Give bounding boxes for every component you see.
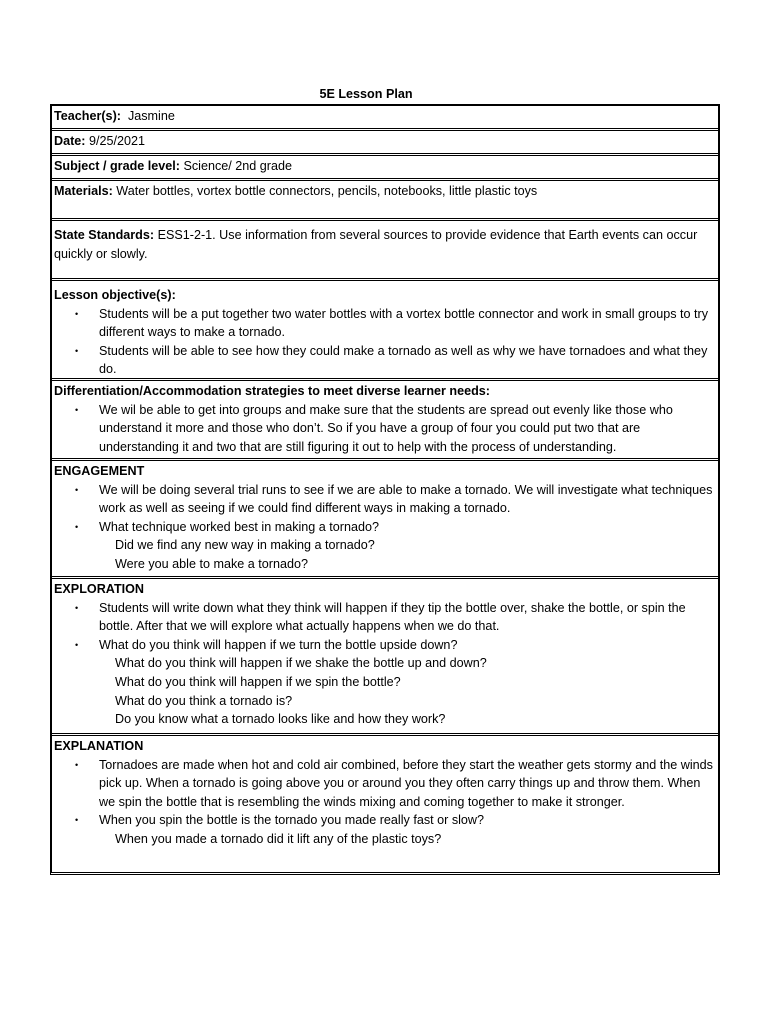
list-item: • What technique worked best in making a tornado? <box>54 518 716 537</box>
teacher-value: Jasmine <box>127 109 175 123</box>
list-item: • Students will be a put together two water bottles with a vortex bottle connector and work in small groups to try different ways to make a tornado. <box>54 305 716 342</box>
followup-question: Do you know what a tornado looks like and how they work? <box>115 712 446 727</box>
followup-question: What do you think a tornado is? <box>115 693 293 708</box>
standards-row <box>52 221 718 281</box>
date-label: Date: <box>54 134 86 148</box>
list-item: • Tornadoes are made when hot and cold air combined, before they start the weather gets stormy and the winds pick up. When a tornado is going above you or around you they often carry things up and throw them. When we spin the bottle that is resembling the winds mixing and coming together to make it stronger. <box>54 756 716 812</box>
list-item: • We will be doing several trial runs to see if we are able to make a tornado. We will investigate what techniques work as well as seeing if we could find different ways in making a tornado. <box>54 481 716 518</box>
teacher-row <box>52 106 718 131</box>
engagement-list <box>54 481 716 537</box>
followup-question: When you made a tornado did it lift any of the plastic toys? <box>115 831 442 846</box>
materials-label: Materials: <box>54 184 113 198</box>
followup-question: What do you think will happen if we spin the bottle? <box>115 674 401 689</box>
followup-question: Were you able to make a tornado? <box>115 556 308 571</box>
engagement-row <box>52 461 718 579</box>
list-item: • Students will be able to see how they could make a tornado as well as why we have tornadoes and what they do. <box>54 342 716 379</box>
objective-row <box>52 281 718 381</box>
materials-value: Water bottles, vortex bottle connectors, pencils, notebooks, little plastic toys <box>116 184 538 198</box>
list-item: • We wil be able to get into groups and make sure that the students are spread out evenly like those who understand it more and those who don’t. So if you have a group of four you could put two that are understanding it and two that are still figuring it out to help with the process of understanding. <box>54 401 716 457</box>
list-item: • Students will write down what they think will happen if they tip the bottle over, shake the bottle, or spin the bottle. After that we will explore what actually happens when we do that. <box>54 599 716 636</box>
differentiation-row <box>52 381 718 461</box>
engagement-heading: ENGAGEMENT <box>54 464 145 478</box>
followup-question: What do you think will happen if we shake the bottle up and down? <box>115 656 487 671</box>
standards-value: ESS1-2-1. Use information from several sources to provide evidence that Earth events can occur quickly or slowly. <box>54 228 698 261</box>
explanation-row <box>52 736 718 872</box>
explanation-heading: EXPLANATION <box>54 739 144 753</box>
date-row <box>52 131 718 156</box>
list-item: • When you spin the bottle is the tornado you made really fast or slow? <box>54 811 716 830</box>
objective-list <box>54 305 716 379</box>
date-value: 9/25/2021 <box>89 134 146 148</box>
materials-row <box>52 181 718 221</box>
list-item: • What do you think will happen if we turn the bottle upside down? <box>54 636 716 655</box>
exploration-heading: EXPLORATION <box>54 582 145 596</box>
differentiation-heading: Differentiation/Accommodation strategies to meet diverse learner needs: <box>54 384 491 398</box>
document-title: 5E Lesson Plan <box>319 87 413 101</box>
followup-question: Did we find any new way in making a tornado? <box>115 538 375 553</box>
exploration-row <box>52 579 718 736</box>
objective-heading: Lesson objective(s): <box>54 288 176 302</box>
explanation-list <box>54 756 716 830</box>
standards-label: State Standards: <box>54 228 155 242</box>
subject-row <box>52 156 718 181</box>
exploration-list <box>54 599 716 655</box>
subject-value: Science/ 2nd grade <box>183 159 293 173</box>
subject-label: Subject / grade level: <box>54 159 180 173</box>
lesson-plan-table <box>50 104 720 875</box>
differentiation-list <box>54 401 716 457</box>
teacher-label: Teacher(s): <box>54 109 121 123</box>
